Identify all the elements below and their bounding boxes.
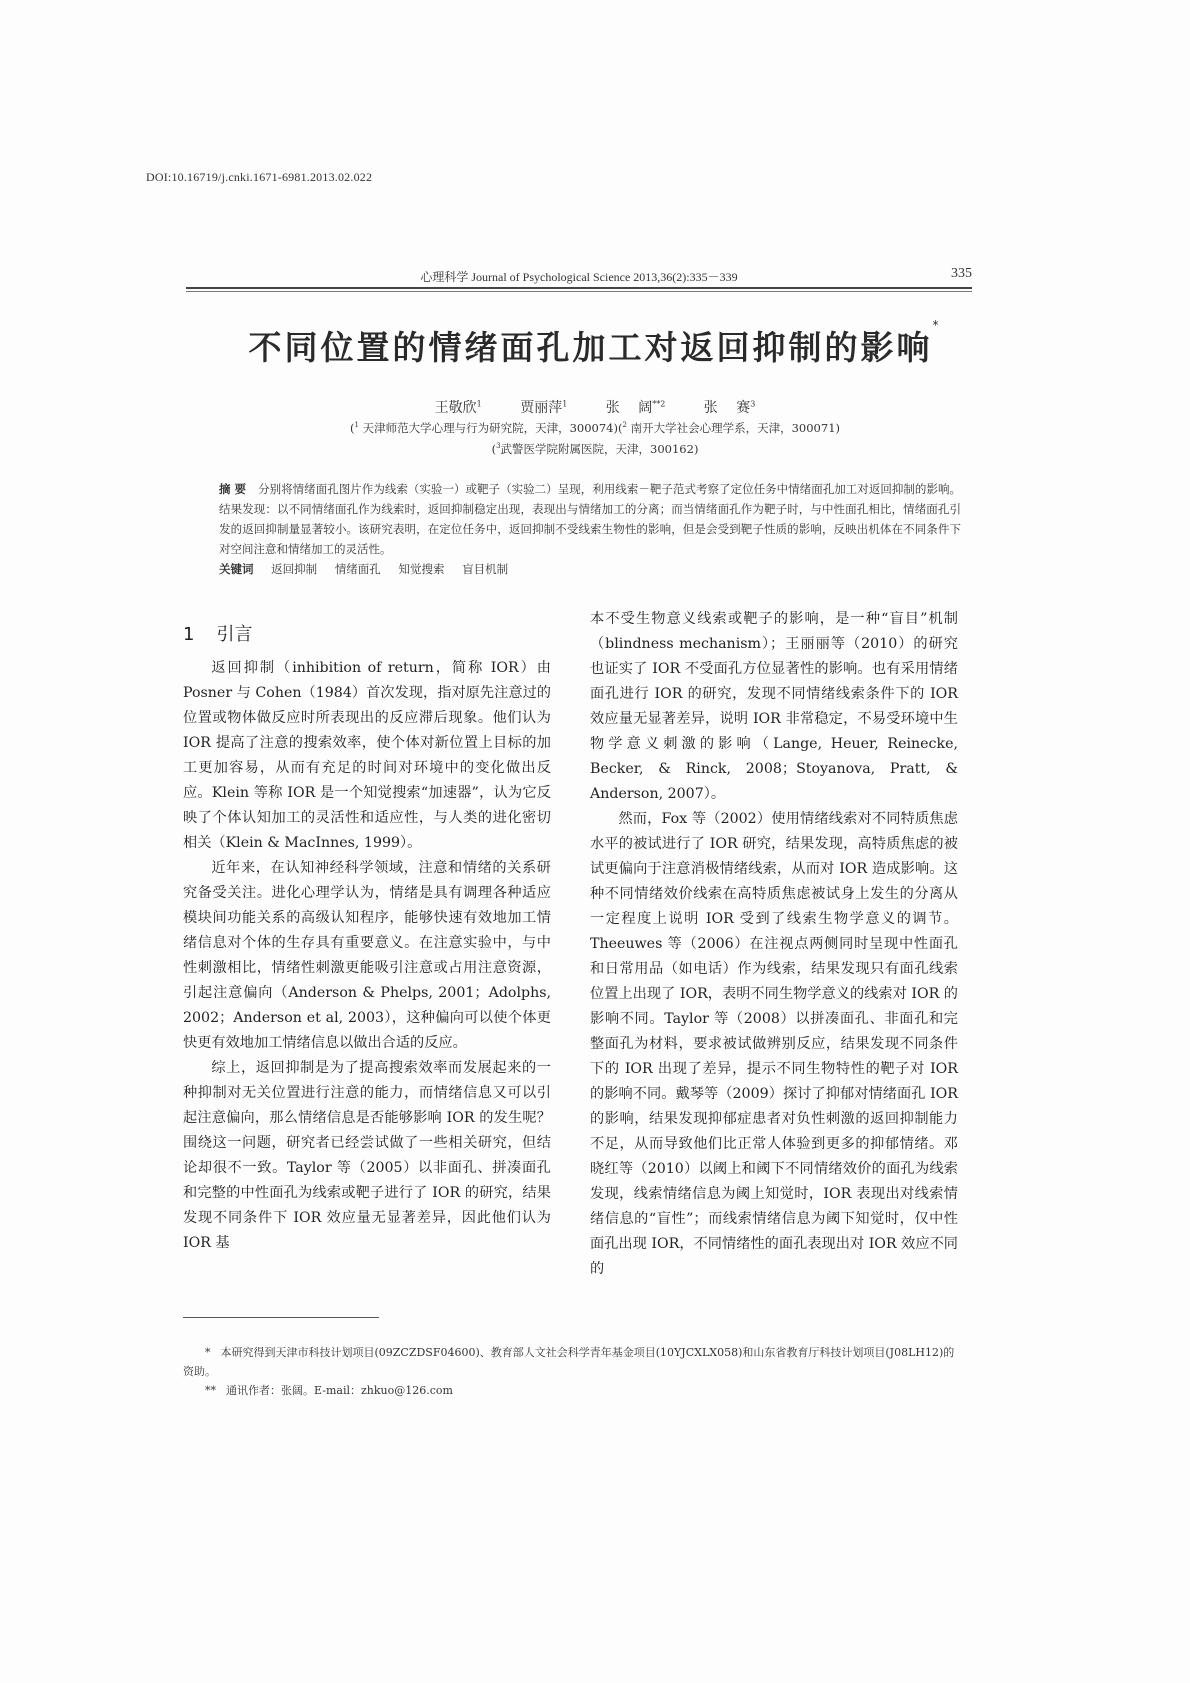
affiliation-mark: 3	[496, 442, 501, 451]
author	[520, 400, 567, 416]
author-mark: 1	[562, 399, 568, 409]
abstract-text: 分别将情绪面孔图片作为线索（实验一）或靶子（实验二）呈现，利用线索－靶子范式考察了定位任务中情绪面孔加工对返回抑制的影响。结果发现：以不同情绪面孔作为线索时，返回抑制稳定出现，表现出与情绪加工的分离；而当情绪面孔作为靶子时，与中性面孔相比，情绪面孔引发的返回抑制量显著较小。该研究表明，在定位任务中，返回抑制不受线索生物性的影响，但是会受到靶子性质的影响，反映出机体在不同条件下对空间注意和情绪加工的灵活性。	[219, 482, 961, 556]
footnote-mark: **	[205, 1384, 216, 1397]
header-rule-thin	[186, 291, 972, 292]
footnote	[183, 1343, 961, 1381]
keywords	[219, 561, 961, 577]
footnotes	[183, 1343, 961, 1400]
author-name: 张 阔	[605, 400, 653, 416]
section-number: 1	[183, 624, 195, 645]
affiliation-line-1: ($^1$ 天津师范大学心理与行为研究院，天津，300074)($^2$ 南开大学社会心理学系，天津，300071)	[349, 421, 841, 435]
body-column-right	[590, 607, 958, 1282]
body-column-left	[183, 656, 551, 1256]
page-number: 335	[951, 266, 972, 281]
journal-citation: 心理科学 Journal of Psychological Science 2013,36(2):335－339	[420, 270, 738, 284]
affiliation-mark: 2	[622, 421, 627, 430]
paragraph: 近年来，在认知神经科学领域，注意和情绪的关系研究备受关注。进化心理学认为，情绪是具有调理各种适应模块间功能关系的高级认知程序，能够快速有效地加工情绪信息对个体的生存具有重要意义。在注意实验中，与中性刺激相比，情绪性刺激更能吸引注意或占用注意资源，引起注意偏向（Anderson & Phelps, 2001；Adolphs, 2002；Anderson et al, 2003），这种偏向可以使个体更快更有效地加工情绪信息以做出合适的反应。	[183, 860, 551, 1051]
author-name: 王敬欣	[434, 400, 477, 416]
paragraph: 本不受生物意义线索或靶子的影响，是一种“盲目”机制（blindness mechanism）；王丽丽等（2010）的研究也证实了 IOR 不受面孔方位显著性的影响。也有采用情绪面孔进行 IOR 的研究，发现不同情绪线索条件下的 IOR 效应量无显著差异，说明 IOR 非常稳定，不易受环境中生物学意义刺激的影响（Lange, Heuer, Reinecke, Becker, & Rinck, 2008；Stoyanova, Pratt, & Anderson, 2007）。	[590, 611, 958, 802]
author	[435, 400, 482, 416]
keyword: 知觉搜索	[398, 562, 445, 576]
author-name: 贾丽萍	[520, 400, 563, 416]
keywords-label: 关键词	[219, 562, 254, 576]
affiliation-line-2: ($^3$武警医学院附属医院，天津，300162)	[491, 442, 699, 456]
abstract	[219, 479, 961, 559]
footnote-mark: *	[205, 1346, 211, 1359]
footnote-rule	[183, 1317, 379, 1318]
paragraph: 返回抑制（inhibition of return，简称 IOR）由 Posner 与 Cohen（1984）首次发现，指对原先注意过的位置或物体做反应时所表现出的反应滞后现象。他们认为 IOR 提高了注意的搜索效率，使个体对新位置上目标的加工更加容易，从而有充足的时间对环境中的变化做出反应。Klein 等称 IOR 是一个知觉搜索“加速器”，认为它反映了个体认知加工的灵活性和适应性，与人类的进化密切相关（Klein & MacInnes, 1999）。	[183, 660, 551, 851]
keyword: 返回抑制	[271, 562, 318, 576]
doi-line: DOI:10.16719/j.cnki.1671-6981.2013.02.022	[146, 170, 373, 184]
keyword: 情绪面孔	[334, 562, 381, 576]
article-title	[0, 318, 1190, 369]
keyword: 盲目机制	[462, 562, 509, 576]
footnote-text: 本研究得到天津市科技计划项目(09ZCZDSF04600)、教育部人文社会科学青年基金项目(10YJCXLX058)和山东省教育厅科技计划项目(J08LH12)的资助。	[183, 1346, 955, 1378]
affiliation: 天津师范大学心理与行为研究院，天津，300074	[362, 421, 614, 435]
author-mark: 1	[476, 399, 482, 409]
paragraph: 综上，返回抑制是为了提高搜索效率而发展起来的一种抑制对无关位置进行注意的能力，而情绪信息又可以引起注意偏向，那么情绪信息是否能够影响 IOR 的发生呢？围绕这一问题，研究者已经尝试做了一些相关研究，但结论却很不一致。Taylor 等（2005）以非面孔、拼凑面孔和完整的中性面孔为线索或靶子进行了 IOR 的研究，结果发现不同条件下 IOR 效应量无显著差异，因此他们认为 IOR 基	[183, 1060, 551, 1251]
header-rule	[186, 287, 972, 289]
affiliation-mark: 1	[354, 421, 359, 430]
author-name: 张 赛	[703, 400, 751, 416]
title-text: 不同位置的情绪面孔加工对返回抑制的影响	[248, 328, 933, 367]
author	[704, 400, 756, 416]
author-mark: **2	[652, 399, 666, 409]
footnote-text: 通讯作者：张阔。E-mail：zhkuo@126.com	[226, 1384, 453, 1397]
author-list	[0, 397, 1190, 417]
author	[606, 400, 666, 416]
affiliation: 武警医学院附属医院，天津，300162	[500, 442, 694, 456]
footnote	[183, 1381, 961, 1400]
section-heading	[183, 620, 252, 646]
section-title: 引言	[216, 624, 253, 645]
abstract-label: 摘 要	[219, 482, 247, 496]
paragraph: 然而，Fox 等（2002）使用情绪线索对不同特质焦虑水平的被试进行了 IOR 研究，结果发现，高特质焦虑的被试更偏向于注意消极情绪线索，从而对 IOR 造成影响。这种不同情绪效价线索在高特质焦虑被试身上发生的分离从一定程度上说明 IOR 受到了线索生物学意义的调节。Theeuwes 等（2006）在注视点两侧同时呈现中性面孔和日常用品（如电话）作为线索，结果发现只有面孔线索位置上出现了 IOR，表明不同生物学意义的线索对 IOR 的影响不同。Taylor 等（2008）以拼凑面孔、非面孔和完整面孔为材料，要求被试做辨别反应，结果发现不同条件下的 IOR 出现了差异，提示不同生物特性的靶子对 IOR 的影响不同。戴琴等（2009）探讨了抑郁对情绪面孔 IOR 的影响，结果发现抑郁症患者对负性刺激的返回抑制能力不足，从而导致他们比正常人体验到更多的抑郁情绪。邓晓红等（2010）以阈上和阈下不同情绪效价的面孔为线索发现，线索情绪信息为阈上知觉时，IOR 表现出对线索情绪信息的“盲性”；而线索情绪信息为阈下知觉时，仅中性面孔出现 IOR，不同情绪性的面孔表现出对 IOR 效应不同的	[590, 811, 958, 1277]
affiliation: 南开大学社会心理学系，天津，300071	[630, 421, 836, 435]
running-head	[186, 268, 972, 288]
title-footnote-mark: *	[932, 318, 942, 332]
author-mark: 3	[750, 399, 756, 409]
